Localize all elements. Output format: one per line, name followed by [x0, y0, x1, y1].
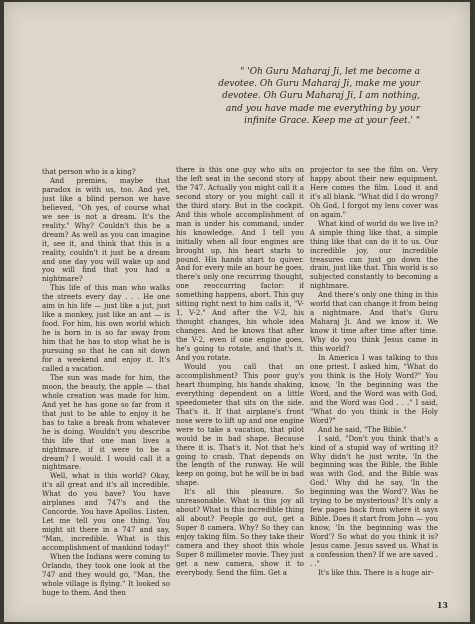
- paragraph: Well, what is this world? Okay, it's all great and it's all incredible. What do you have? You have airplanes and 747's and the Concorde. You have Apollos. Listen. Let me tell you one thing. You might sit there in a 747 and say, "Man, incredible. What is this accomplishment of mankind today!": [42, 472, 170, 553]
- text-column-3: [310, 166, 438, 606]
- paragraph: In America I was talking to this one priest. I asked him, "What do you think is the Holy Word?" You know, 'In the beginning was the Word, and the Word was with God, and the Word was God . . ." I said, "What do you think is the Holy Word?": [310, 354, 438, 425]
- pull-quote-line: infinite Grace. Keep me at your feet.' ": [244, 115, 420, 126]
- pull-quote-line: " 'Oh Guru Maharaj Ji, let me become a: [240, 67, 420, 77]
- text-column-1: [42, 168, 170, 608]
- paragraph: projector to see the film on. Very happy about their new equipment. Here comes the film. Load it and it's all blank. "What did I do wrong? Oh God, I forgot my lens cover was on again.": [310, 166, 438, 219]
- paragraph: I said, "Don't you think that's a kind of a stupid way of writing it? Why didn't he just write, 'In the beginning was the Bible, the Bible was with God, and the Bible was God.' Why did he say, 'In the beginning was the Word'? Was he trying to be mysterious? It's only a few pages back from where it says Bible. Does it start from John — you know, 'In the beginning was the Word'? So what do you think it is? Jesus came. Jesus saved us. What is a confession then? If we are saved . . .": [310, 434, 438, 568]
- paragraph: It's like this. There is a huge air-: [318, 568, 434, 577]
- paragraph: It's all this pleasure. So unreasonable. What is this joy all about? What is this incredible thing all about? People go out, get a Super 8 camera. Why? So they can enjoy taking film. So they take their camera and they shoot this whole Super 8 millimeter movie. They just get a new camera, show it to everybody. Send the film. Get a: [176, 488, 304, 577]
- paragraph: When the Indians were coming to Orlando, they took one look at the 747 and they would go, "Man, the whole village is flying." It looked so huge to them. And then: [42, 552, 170, 597]
- paragraph: that person who is a king?: [42, 168, 136, 176]
- paragraph: And he said, "The Bible.": [318, 425, 407, 434]
- page-number: 13: [436, 600, 448, 610]
- pull-quote: [200, 66, 420, 127]
- paragraph: The sun was made for him, the moon, the beauty, the apple — that whole creation was made for him. And yet he has gone so far from it that just to be able to enjoy it he has to take a break from whatever he is doing. Wouldn't you describe this life that one man lives a nightmare, if it were to be a dream? I would. I would call it a nightmare.: [42, 373, 170, 472]
- paragraph: Would you call that an accomplishment? This poor guy's heart thumping, his hands shaking, everything dependent on a little speedometer that sits on the side. That's it. If that airplane's front nose were to lift up and one engine were to take a vacation, that pilot would be in bad shape. Because there it is. That's it. Not that he's going to crash. That depends on the length of the runway. He will keep on going, but he will be in bad shape.: [176, 362, 304, 488]
- text-column-2: [176, 166, 304, 606]
- pull-quote-line: and you have made me everything by your: [225, 103, 420, 114]
- pull-quote-line: devotee. Oh Guru Maharaj Ji, I am nothing,: [222, 91, 420, 102]
- pull-quote-line: devotee. Oh Guru Maharaj Ji, make me your: [218, 79, 420, 90]
- paragraph: What kind of world do we live in? A simple thing like that, a simple thing like that can do it to us. Our incredible joy, our incredible treasures can just go down the drain, just like that. This world is so subjected constantly to becoming a nightmare.: [310, 219, 438, 291]
- magazine-page: [4, 2, 470, 622]
- paragraph: And premies, maybe that paradox is with us, too. And yet, just like a blind person we have believed, "Oh yes, of course what we see is not a dream. It's the reality." Why? Couldn't this be a dream? As well as you can imagine it, see it, and think that this is a reality, couldn't it just be a dream and one day you will wake up and you will find that you had a nightmare?: [42, 176, 170, 284]
- paragraph: This life of this man who walks the streets every day . . . He one aim in his life — just like a jut, just like a monkey, just like an ant — is food. For him, his own world which he is born in is so far away from him that he has to stop what he is pursuing so that he can sit down for a weekend and enjoy it. It's called a vacation.: [42, 284, 170, 373]
- paragraph: And there's only one thing in this world that can change it from being a nightmare. And that's Guru Maharaj Ji. And we know it. We know it time after time after time. Why do you think Jesus came in this world?: [310, 291, 438, 354]
- paragraph: there is this one guy who sits on the left seat in the second story of the 747. Actually you might call it a second story or you might call it the third story. But in the cockpit. And this whole accomplishment of man is under his command, under his knowledge. And I tell you initially when all four engines are brought up, his heart starts to pound. His hands start to quiver. And for every mile an hour he goes, there's only one recurring thought, one reoccurring factor: if something happens, abort. This guy sitting right next to him calls it, "V-1, V-2." And after the V-2, his thought changes, his whole idea changes. And he knows that after the V-2, even if one engine goes, he's going to rotate, and that's it. And you rotate.: [176, 166, 304, 363]
